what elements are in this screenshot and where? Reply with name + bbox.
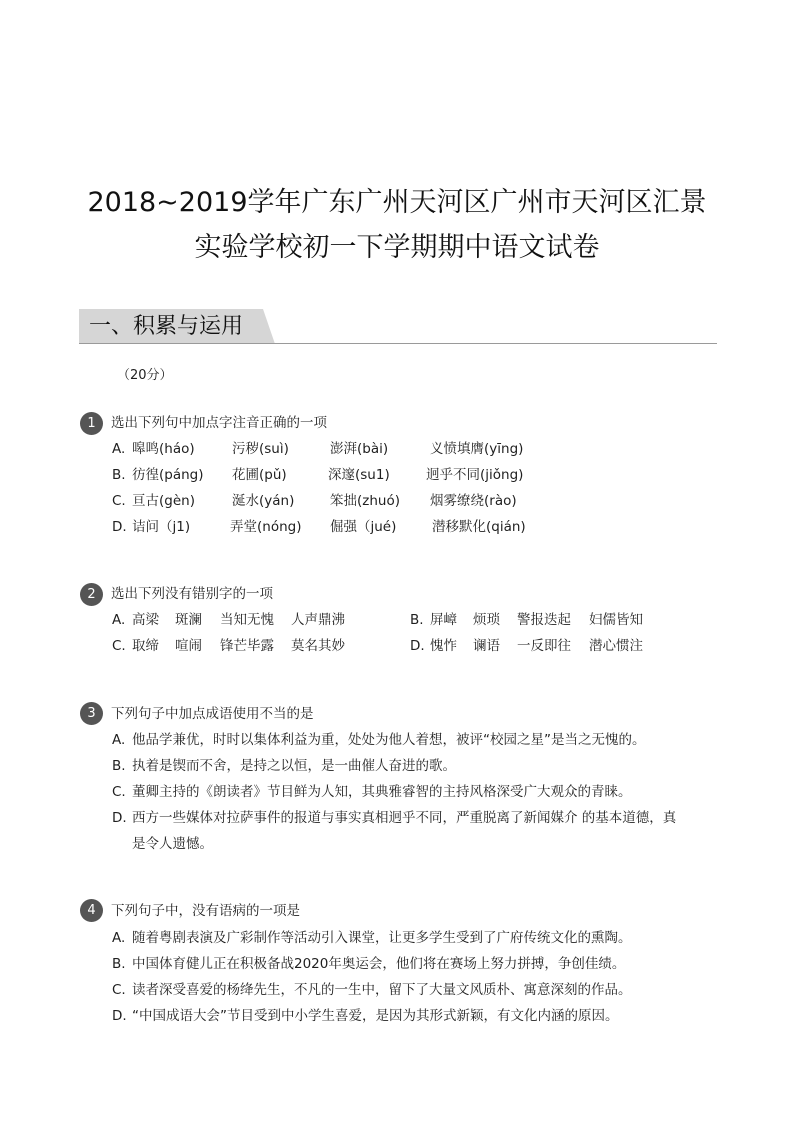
option-label: A. xyxy=(112,612,126,628)
option-text: 董卿主持的《朗读者》节目鲜为人知，其典雅睿智的主持风格深受广大观众的青睐。 xyxy=(132,784,632,800)
option-item: 莫名其妙 xyxy=(291,638,345,654)
option-item: 弄堂(nóng) xyxy=(230,519,302,535)
option-item: 涎水(yán) xyxy=(232,493,295,509)
option-item: 潜心惯注 xyxy=(589,638,643,654)
option-item: 愧怍 xyxy=(430,638,457,654)
option-item: 诘问（j1) xyxy=(132,519,191,535)
question-stem: 选出下列没有错别字的一项 xyxy=(111,586,273,602)
option-text: 读者深受喜爱的杨绛先生，不凡的一生中，留下了大量文风质朴、寓意深刻的作品。 xyxy=(132,982,632,998)
option-item: 花圃(pǔ) xyxy=(232,467,287,483)
option-item: 谰语 xyxy=(473,638,500,654)
option-item: 潜移默化(qián) xyxy=(432,519,526,535)
option-row xyxy=(112,779,712,805)
option-item: 澎湃(bài) xyxy=(330,441,389,457)
question-number-badge: 1 xyxy=(80,412,103,435)
option-label: B. xyxy=(112,956,126,972)
option-row xyxy=(112,977,712,1003)
option-row xyxy=(112,1003,712,1029)
option-item: 喧闹 xyxy=(175,638,202,654)
option-label: A. xyxy=(112,732,126,748)
option-item: 高梁 xyxy=(132,612,159,628)
option-item: 深邃(su1) xyxy=(328,467,390,483)
option-text: “中国成语大会”节目受到中小学生喜爱，是因为其形式新颖，有文化内涵的原因。 xyxy=(132,1008,619,1024)
option-item: 烦琐 xyxy=(473,612,500,628)
option-label: C. xyxy=(112,638,126,654)
question-stem: 下列句子中加点成语使用不当的是 xyxy=(111,706,314,722)
option-label: C. xyxy=(112,493,126,509)
option-row xyxy=(112,727,712,753)
option-item: 一反即往 xyxy=(517,638,571,654)
option-row xyxy=(112,805,712,831)
option-item: 笨拙(zhuó) xyxy=(330,493,400,509)
option-item: 屏嶂 xyxy=(430,612,457,628)
option-label: B. xyxy=(410,612,424,628)
question-number-badge: 4 xyxy=(80,899,103,922)
option-item: 烟雾缭绕(rào) xyxy=(430,493,517,509)
option-label: A. xyxy=(112,441,126,457)
option-item: 妇儒皆知 xyxy=(589,612,643,628)
option-item: 义愤填膺(yīng) xyxy=(430,441,524,457)
option-label: B. xyxy=(112,467,126,483)
option-label: B. xyxy=(112,758,126,774)
option-label: D. xyxy=(112,519,127,535)
option-text: 西方一些媒体对拉萨事件的报道与事实真相迥乎不同，严重脱离了新闻媒介 的基本道德，真 xyxy=(132,810,677,826)
question-stem: 下列句子中，没有语病的一项是 xyxy=(111,903,300,919)
option-row xyxy=(112,925,712,951)
option-item: 彷徨(páng) xyxy=(132,467,204,483)
option-item: 嗥鸣(háo) xyxy=(132,441,195,457)
option-item: 当知无愧 xyxy=(220,612,274,628)
option-item: 亘古(gèn) xyxy=(132,493,195,509)
option-label: C. xyxy=(112,982,126,998)
option-item: 迥乎不同(jiǒng) xyxy=(426,467,524,483)
option-text: 中国体育健儿正在积极备战2020年奥运会，他们将在赛场上努力拼搏，争创佳绩。 xyxy=(132,956,626,972)
option-label: A. xyxy=(112,930,126,946)
option-item: 取缔 xyxy=(132,638,159,654)
option-item: 斑澜 xyxy=(175,612,202,628)
option-item: 人声鼎沸 xyxy=(291,612,345,628)
paper-title-line-2: 实验学校初一下学期期中语文试卷 xyxy=(194,232,600,263)
option-item: 锋芒毕露 xyxy=(220,638,274,654)
option-label: C. xyxy=(112,784,126,800)
section-score: （20分） xyxy=(117,368,173,383)
option-text-continuation: 是令人遗憾。 xyxy=(132,836,213,852)
option-text: 他品学兼优，时时以集体利益为重，处处为他人着想，被评“校园之星”是当之无愧的。 xyxy=(132,732,646,748)
option-item: 警报迭起 xyxy=(517,612,571,628)
option-label: D. xyxy=(112,810,127,826)
section-header xyxy=(79,309,717,345)
option-row xyxy=(112,951,712,977)
option-item: 污秽(suì) xyxy=(232,441,289,457)
option-row xyxy=(112,753,712,779)
option-text: 随着粤剧表演及广彩制作等活动引入课堂，让更多学生受到了广府传统文化的熏陶。 xyxy=(132,930,632,946)
section-heading: 一、积累与运用 xyxy=(89,314,244,339)
option-label: D. xyxy=(410,638,425,654)
paper-title-line-1: 2018~2019学年广东广州天河区广州市天河区汇景 xyxy=(87,187,707,218)
question-stem: 选出下列句中加点字注音正确的一项 xyxy=(111,415,327,431)
option-label: D. xyxy=(112,1008,127,1024)
question-number-badge: 2 xyxy=(80,583,103,606)
question-number-badge: 3 xyxy=(80,702,103,725)
option-item: 倔强（jué) xyxy=(330,519,397,535)
option-text: 执着是锲而不舍，是持之以恒，是一曲催人奋进的歌。 xyxy=(132,758,456,774)
